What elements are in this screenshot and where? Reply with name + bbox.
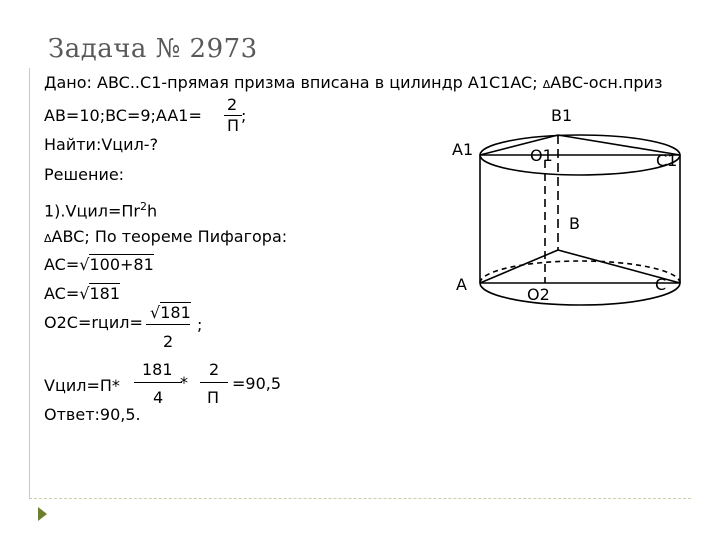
label-c: C bbox=[655, 275, 667, 294]
bottom-ellipse-front bbox=[480, 283, 680, 305]
o2c-num-value: 181 bbox=[160, 303, 191, 322]
ac-sq-label: AC= bbox=[44, 255, 80, 274]
ac-radicand: 181 bbox=[89, 284, 120, 303]
ac-sq-radicand: 100+81 bbox=[89, 255, 154, 274]
bottom-ellipse-back bbox=[480, 261, 680, 283]
label-a: A bbox=[456, 275, 467, 294]
step1-tail: h bbox=[146, 201, 158, 221]
aa1-numerator: 2 bbox=[227, 95, 238, 114]
volume-den2: П bbox=[207, 388, 220, 407]
label-b1: B1 bbox=[551, 106, 573, 125]
sqrt-icon: √ bbox=[79, 255, 90, 274]
volume-den1: 4 bbox=[153, 388, 164, 407]
step1-text: 1).Vцил=Пr bbox=[44, 201, 140, 221]
label-c1: C1 bbox=[656, 151, 678, 170]
answer-line: Ответ:90,5. bbox=[44, 405, 141, 424]
volume-line: Vцил=П* bbox=[44, 376, 120, 395]
aa1-denominator: П bbox=[227, 116, 240, 135]
o2c-separator: ; bbox=[197, 315, 203, 334]
volume-times: * bbox=[180, 373, 188, 392]
label-a1: A1 bbox=[452, 140, 474, 159]
edge-a-b bbox=[480, 250, 558, 283]
volume-num1: 181 bbox=[142, 360, 173, 379]
step1-exponent: 2 bbox=[139, 200, 147, 213]
given-text: Дано: ABC..C1-прямая призма вписана в цилиндр A1C1AC; bbox=[44, 73, 543, 92]
pythag-text: ABC; По теореме Пифагора: bbox=[51, 227, 288, 246]
o2c-denominator: 2 bbox=[163, 332, 174, 351]
volume-num2: 2 bbox=[209, 360, 220, 379]
ab-line: AB=10;BC=9;AA1= bbox=[44, 106, 202, 125]
label-b: B bbox=[569, 214, 580, 233]
solution-label: Решение: bbox=[44, 165, 125, 184]
sqrt-icon-3: √ bbox=[150, 303, 161, 322]
triangle-icon-2: Δ bbox=[44, 232, 52, 245]
page-title: Задача № 2973 bbox=[48, 34, 258, 64]
sqrt-icon-2: √ bbox=[79, 284, 90, 303]
triangle-icon: Δ bbox=[542, 78, 551, 91]
o2c-line: O2C=rцил= bbox=[44, 313, 143, 332]
find-line: Найти:Vцил-? bbox=[44, 135, 159, 154]
label-o2: O2 bbox=[527, 285, 550, 304]
volume-result: =90,5 bbox=[232, 374, 282, 393]
given-tail: ABC-осн.приз bbox=[550, 73, 663, 92]
label-o1: O1 bbox=[530, 146, 553, 165]
ac-label: AC= bbox=[44, 284, 80, 303]
aa1-separator: ; bbox=[241, 106, 247, 125]
